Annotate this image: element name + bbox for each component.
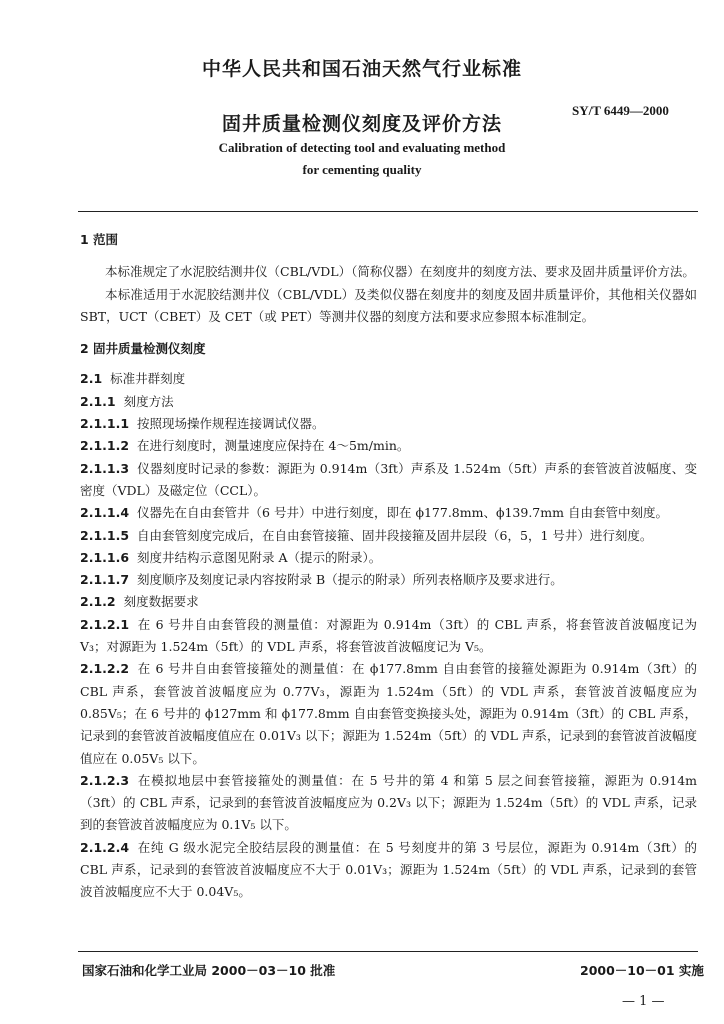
document-title-cn: 固井质量检测仪刻度及评价方法: [221, 113, 502, 135]
section-2-heading: 2 固井质量检测仪刻度: [80, 341, 206, 357]
clause-2-1-2: 2.1.2 刻度数据要求: [80, 594, 199, 610]
issuing-body-title: 中华人民共和国石油天然气行业标准: [201, 58, 522, 80]
clause-2-1-1-6: 2.1.1.6 刻度井结构示意图见附录 A（提示的附录）。: [80, 549, 382, 565]
clause-2-1-1-4: 2.1.1.4 仪器先在自由套管井（6 号井）中进行刻度，即在 ϕ177.8mm、ϕ139.7mm 自由套管中刻度。: [80, 505, 668, 521]
clause-2-1-1-2: 2.1.1.2 在进行刻度时，测量速度应保持在 4～5m/min。: [80, 438, 410, 454]
document-title-en-line1: Calibration of detecting tool and evaluating method: [218, 140, 506, 155]
header-divider: [78, 211, 698, 212]
document-body: [80, 229, 697, 904]
clause-2-1-1-3: 2.1.1.3 仪器刻度时记录的参数：源距为 0.914m（3ft）声系及 1.524m（5ft）声系的套管波首波幅度、变密度（VDL）及磁定位（CCL）。: [80, 460, 697, 498]
approval-date: 国家石油和化学工业局 2000－03－10 批准: [82, 963, 336, 978]
document-title-en-line2: for cementing quality: [302, 162, 422, 177]
clause-2-1-1-1: 2.1.1.1 按照现场操作规程连接调试仪器。: [80, 416, 325, 432]
clause-2-1-1-5: 2.1.1.5 自由套管刻度完成后，在自由套管接箍、固井段接箍及固井层段（6，5，1 号井）进行刻度。: [80, 527, 653, 543]
clause-2-1-2-2: 2.1.2.2 在 6 号井自由套管接箍处的测量值：在 ϕ177.8mm 自由套管的接箍处源距为 0.914m（3ft）的 CBL 声系，套管波首波幅度应为 0.77V₃，源距为 1.524m（5ft）的 VDL 声系，套管波首波幅度应为 0.85V₅；在 6 号井的 ϕ127mm 和 ϕ177.8mm 自由套管变换接头处，源距为 0.914m（3ft）的 CBL 声系，记录到的套管波首波幅度值应在 0.01V₃ 以下；源距为 1.524m（5ft）的 VDL 声系，记录到的套管波首波幅度值应在 0.05V₅ 以下。: [80, 661, 697, 766]
clause-2-1: 2.1 标准井群刻度: [80, 371, 186, 387]
page-number: — 1 —: [622, 994, 665, 1009]
clause-2-1-1-7: 2.1.1.7 刻度顺序及刻度记录内容按附录 B（提示的附录）所列表格顺序及要求进行。: [80, 572, 563, 588]
section-1-heading: 1 范围: [80, 232, 119, 247]
clause-2-1-1: 2.1.1 刻度方法: [80, 393, 174, 409]
standard-code: SY/T 6449—2000: [572, 103, 669, 118]
clause-2-1-2-4: 2.1.2.4 在纯 G 级水泥完全胶结层段的测量值：在 5 号刻度井的第 3 号层位，源距为 0.914m（3ft）的 CBL 声系，记录到的套管波首波幅度应不大于 0.01V₃；源距为 1.524m（5ft）的 VDL 声系，记录到的套管波首波幅度应不大于 0.04V₅。: [80, 839, 697, 900]
footer-divider: [78, 951, 698, 952]
implementation-date: 2000－10－01 实施: [580, 963, 704, 978]
section-1-paragraph-2: 本标准适用于水泥胶结测井仪（CBL/VDL）及类似仪器在刻度井的刻度及固井质量评价，其他相关仪器如 SBT，UCT（CBET）及 CET（或 PET）等测井仪器的刻度方法和要求应参照本标准制定。: [80, 286, 697, 324]
clause-2-1-2-3: 2.1.2.3 在模拟地层中套管接箍处的测量值：在 5 号井的第 4 和第 5 层之间套管接箍，源距为 0.914m（3ft）的 CBL 声系，记录到的套管波首波幅度应为 0.2V₃ 以下；源距为 1.524m（5ft）的 VDL 声系，记录到的套管波首波幅度应为 0.1V₅ 以下。: [80, 772, 697, 833]
section-1-paragraph-1: 本标准规定了水泥胶结测井仪（CBL/VDL）（简称仪器）在刻度井的刻度方法、要求及固井质量评价方法。: [105, 264, 695, 280]
clause-2-1-2-1: 2.1.2.1 在 6 号井自由套管段的测量值：对源距为 0.914m（3ft）的 CBL 声系，将套管波首波幅度记为 V₃；对源距为 1.524m（5ft）的 VDL 声系，将套管波首波幅度记为 V₅。: [80, 616, 697, 655]
